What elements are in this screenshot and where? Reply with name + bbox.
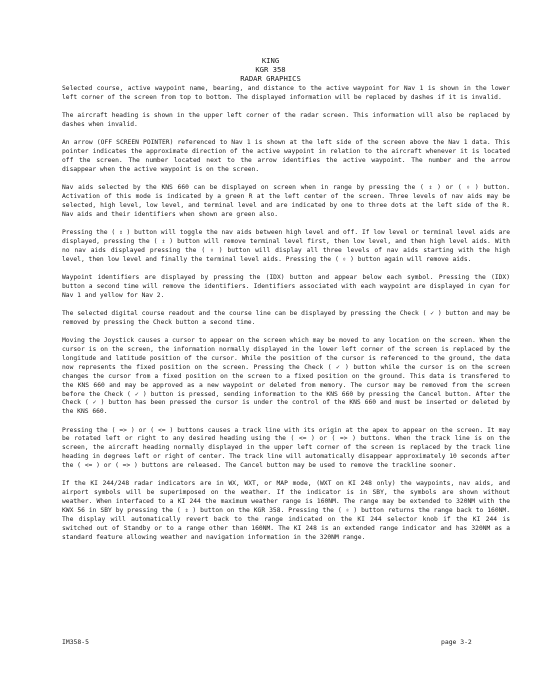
header-manufacturer: KING [261,56,280,65]
paragraph-waypoint-identifiers: Waypoint identifiers are displayed by pressing the (IDX) button and appear below each symbol. Pressing the (IDX) button a second time will remove the identifiers. Identifiers associated with each waypoint are displayed in cyan for Nav 1 and yellow for Nav 2. [62,273,510,299]
paragraph-radar-indicators: If the KI 244/248 radar indicators are in WX, WXT, or MAP mode, (WXT on KI 248 only) the waypoints, nav aids, and airport symbols will be superimposed on the weather. If the indicator is in SBY, the symbols are shown without weather. When interfaced to a KI 244 the maximum weather range is 160NM. The range may be extended to 320NM with the KWX 56 in SBY by pressing the ( ⇕ ) button on the KGR 358. Pressing the ( ⇳ ) button returns the range back to 160NM. The display will automatically revert back to the range indicated on the KI 244 selector knob if the KI 244 is switched out of Standby or to a range other than 160NM. The KI 248 is an extended range indicator and has 320NM as a standard feature allowing weather and navigation information in the 320NM range. [62,480,510,541]
footer-document-id: IM358-5 [62,638,89,646]
paragraph-aircraft-heading: The aircraft heading is shown in the upper left corner of the radar screen. This information will also be replaced by dashes when invalid. [62,112,510,129]
paragraph-joystick-cursor: Moving the Joystick causes a cursor to appear on the screen which may be moved to any location on the screen. When the cursor is on the screen, the information normally displayed in the lower left corner of the screen is replaced by the longitude and latitude position of the cursor. While the position of the cursor is referenced to the ground, the data now represents the fixed position on the screen. Pressing the Check ( ✓ ) button while the cursor is on the screen changes the cursor from a fixed position on the screen to a fixed position on the ground. This data is transfered to the KNS 660 and may be approved as a new waypoint or deleted from memory. The cursor may be removed from the screen before the Check ( ✓ ) button is pressed, sending information to the KNS 660 by pressing the Cancel button. After the Check ( ✓ ) button has been pressed the cursor is under the control of the KNS 660 and must be inserted or deleted by the KNS 660. [62,337,510,416]
paragraph-track-line: Pressing the ( => ) or ( <= ) buttons causes a track line with its origin at the apex to appear on the screen. It may be rotated left or right to any desired heading using the ( <= ) or ( => ) buttons. When the track line is on the screen, the aircraft heading normally displayed in the upper left corner of the screen is replaced by the track line heading in degrees left or right of center. The track line will automatically disappear approximately 10 seconds after the ( <= ) or ( => ) buttons are released. The Cancel button may be used to remove the trackline sooner. [62,426,510,470]
paragraph-course-readout: Selected course, active waypoint name, bearing, and distance to the active waypoint for Nav 1 is shown in the lower left corner of the screen from top to bottom. The displayed information will be replaced by dashes if it is invalid. [62,85,510,101]
footer-page-number: page 3-2 [441,638,472,646]
paragraph-nav-aids: Nav aids selected by the KNS 660 can be displayed on screen when in range by pressing the ( ⇕ ) or ( ⇳ ) button. Activation of this mode is indicated by a green R at the left center of the screen. Three levels of nav aids may be selected, high level, low level, and terminal level and are indicated by one to three dots at the left side of the R. Nav aids and their identifiers when shown are green also. [62,184,510,218]
document-body [62,85,510,552]
paragraph-course-line: The selected digital course readout and the course line can be displayed by pressing the Check ( ✓ ) button and may be removed by pressing the Check button a second time. [62,310,510,326]
header-model: KGR 358 [255,65,286,74]
header-section-title: RADAR GRAPHICS [240,74,301,83]
paragraph-off-screen-pointer: An arrow (OFF SCREEN POINTER) referenced to Nav 1 is shown at the left side of the screen above the Nav 1 data. This pointer indicates the approximate direction of the active waypoint in relation to the aircraft whenever it is located off the screen. The number located next to the arrow identifies the active waypoint. The number and the arrow disappear when the active waypoint is on the screen. [62,139,510,173]
paragraph-nav-aid-levels: Pressing the ( ⇕ ) button will toggle the nav aids between high level and off. If low level or terminal level aids are displayed, pressing the ( ⇕ ) button will remove terminal level first, then low level, and then high level aids. With no nav aids displayed pressing the ( ⇳ ) button will display all three levels of nav aids starting with the high level, then low level and finally the terminal level aids. Pressing the ( ⇳ ) button again will remove aids. [62,229,510,263]
document-header [0,56,541,83]
